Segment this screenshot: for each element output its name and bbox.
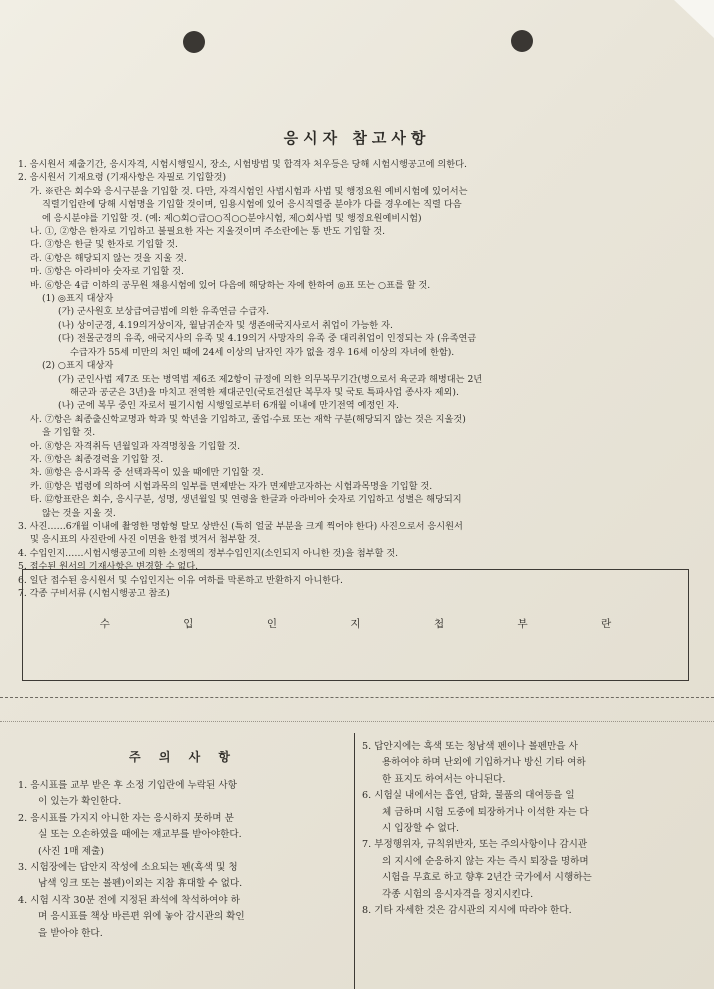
stamp-label-char: 지 [350,618,361,630]
notice-line: 의 지시에 순응하지 않는 자는 즉시 퇴장을 명하며 [382,855,589,867]
instruction-line: 및 응시표의 사진란에 사진 이면을 한접 벗겨서 첨부할 것. [30,534,261,546]
instruction-line: (가) 군사원호 보상급여금법에 의한 유족연금 수급자. [58,306,270,318]
instruction-line: 에 응시분야를 기입할 것. (예: 제○회○급○○직○○분야시험, 제○회사법 및 행정요원예비시험) [42,212,422,224]
stamp-label-char: 수 [99,618,110,630]
instruction-line: 자. ⑨항은 최종경력을 기입할 것. [30,453,164,465]
instruction-line: 수급자가 55세 미만의 처인 때에 24세 이상의 남자인 자가 없을 경우 16세 이상의 자녀에 한함). [70,346,455,358]
notice-line: 4. 시험 시작 30분 전에 지정된 좌석에 착석하여야 하 [18,894,240,906]
notice-line: 각종 시험의 응시자격을 정지시킨다. [382,888,534,900]
notice-line: 실 또는 오손하였을 때에는 재교부를 받아야한다. [38,829,242,841]
notice-item [18,893,343,942]
notice-item [362,837,687,903]
instruction-line: (1) ◎표지 대상자 [42,293,114,305]
instruction-line: 바. ⑥항은 4급 이하의 공무원 채용시험에 있어 다음에 해당하는 자에 한하여 ◎표 또는 ○표를 할 것. [30,279,431,291]
section-divider [0,721,714,722]
instruction-line: 카. ⑪항은 법령에 의하여 시험과목의 일부를 면제받는 자가 면제받고자하는 시험과목명을 기입할 것. [30,480,433,492]
stamp-label-char: 란 [601,618,612,630]
notice-item [362,903,687,919]
notice-line: 이 있는가 확인한다. [38,796,122,808]
notice-line: 을 받아야 한다. [38,927,103,939]
punch-hole [183,31,205,53]
instruction-line: (나) 군에 복무 중인 자로서 필기시험 시행일로부터 6개월 이내에 만기전역 예정인 자. [58,400,399,412]
stamp-label-char: 입 [183,618,194,630]
notice-line: 6. 시험실 내에서는 흡연, 담화, 물품의 대여등을 일 [362,790,575,802]
notes-left-column [18,778,343,942]
notice-line: 며 응시표를 책상 바른편 위에 놓아 감시관의 확인 [38,911,245,923]
instruction-line: 6. 일단 접수된 응시원서 및 수입인지는 이유 여하를 막론하고 반환하지 아니한다. [18,574,343,586]
instruction-line: (가) 군인사법 제7조 또는 병역법 제6조 제2항이 규정에 의한 의무복무기간(병으로서 육군과 해병대는 2년 [58,373,483,385]
notice-line: 용하여야 하며 난외에 기입하거나 방신 기타 여하 [382,757,586,769]
stamp-label-char: 부 [517,618,528,630]
instruction-line: 1. 응시원서 제출기간, 응시자격, 시험시행일시, 장소, 시험방법 및 합격자 처우등은 당해 시험시행공고에 의한다. [18,159,467,170]
notes-title: 주 의 사 항 [129,750,237,764]
notice-line: 8. 기타 자세한 것은 감시관의 지시에 따라야 한다. [362,905,572,917]
instruction-line: 사. ⑦항은 최종출신학교명과 학과 및 학년을 기입하고, 졸업·수료 또는 재학 구분(해당되지 않는 것은 지울것) [30,413,466,425]
notice-line: 5. 답안지에는 흑색 또는 청남색 펜이나 볼펜만을 사 [362,741,578,752]
stamp-label-char: 첩 [433,618,445,630]
column-divider [354,733,355,989]
notes-right-column [362,739,687,919]
revenue-stamp-label [23,616,688,631]
instruction-line: 라. ④항은 해당되지 않는 것을 지울 것. [30,252,187,264]
notice-item [18,811,343,860]
notice-item [18,860,343,893]
instruction-line: 타. ⑫항표란은 회수, 응시구분, 성명, 생년월일 및 연령을 한글과 아라비아 숫자로 기입하고 성별은 해당되지 [30,494,462,506]
notice-item [18,778,343,811]
instruction-line: (다) 전몰군경의 유족, 애국지사의 유족 및 4.19의거 사망자의 유족 중 대리취업이 인정되는 자 (유족연금 [58,333,477,345]
punch-hole [511,30,533,52]
notice-line: (사진 1매 제출) [38,845,105,857]
notice-line: 1. 응시표를 교부 받은 후 소정 기입란에 누락된 사항 [18,780,237,791]
instruction-line: 3. 사진……6개월 이내에 촬영한 명함형 탈모 상반신 (특히 얼굴 부분을 크게 찍어야 한다) 사진으로서 응시원서 [18,520,463,532]
notice-line: 남색 잉크 또는 볼펜)이외는 지참 휴대할 수 없다. [38,878,243,890]
instruction-line: 차. ⑩항은 응시과목 중 선택과목이 있을 때에만 기입할 것. [30,467,264,479]
instruction-line: 가. ※란은 회수와 응시구분을 기입할 것. 다만, 자격시험인 사법시험과 사법 및 행정요원 예비시험에 있어서는 [30,185,468,197]
instructions-body [18,158,694,600]
cut-line [0,697,714,698]
instruction-line: 마. ⑤항은 아라비아 숫자로 기입할 것. [30,266,184,278]
instruction-line: 2. 응시원서 기재요령 (기재사항은 자필로 기입할것) [18,172,227,184]
page-title: 응시자 참고사항 [283,129,431,147]
instruction-line: (나) 상이군경, 4.19의거상이자, 월남귀순자 및 생존애국지사로서 취업이 가능한 자. [58,319,393,331]
instruction-line: 다. ③항은 한글 및 한자로 기입할 것. [30,239,178,251]
instruction-line: 직렬기입란에 당해 시험명을 기입할 것이며, 임용시험에 있어 응시직렬중 분야가 다를 경우에는 직렬 다음 [42,199,462,211]
notice-item [362,788,687,837]
notice-item [362,739,687,788]
revenue-stamp-box [22,569,689,681]
notice-line: 체 금하며 시험 도중에 퇴장하거나 이석한 자는 다 [382,806,589,818]
torn-corner [674,0,714,38]
notice-line: 시험을 무효로 하고 향후 2년간 국가에서 시행하는 [382,872,592,884]
instruction-line: 않는 것을 지울 것. [42,507,116,519]
notice-line: 시 입장할 수 없다. [382,823,460,835]
instruction-line: (2) ○표지 대상자 [42,360,114,372]
notice-line: 3. 시험장에는 답안지 작성에 소요되는 펜(흑색 및 청 [18,862,238,874]
stamp-label-char: 인 [266,618,277,630]
instruction-line: 해군과 공군은 3년)을 마치고 전역한 제대군인(국토건설단 복무자 및 국토 특파사업 종사자 제외). [70,386,459,398]
notice-line: 7. 부정행위자, 규칙위반자, 또는 주의사항이나 감시관 [362,839,588,851]
instruction-line: 나. ①, ②항은 한자로 기입하고 불필요한 자는 지울것이며 주소란에는 통 반도 기입할 것. [30,226,386,238]
instruction-line: 을 기입할 것. [42,427,96,439]
instruction-line: 4. 수입인지……시험시행공고에 의한 소정액의 정부수입인지(소인되지 아니한 것)을 첨부할 것. [18,547,399,559]
instruction-line: 아. ⑧항은 자격취득 년월일과 자격명칭을 기입할 것. [30,440,241,452]
notice-line: 2. 응시표를 가지지 아니한 자는 응시하지 못하며 분 [18,812,234,824]
instruction-line: 7. 각종 구비서류 (시험시행공고 참조) [18,588,170,599]
notice-line: 한 표지도 하여서는 아니된다. [382,773,506,785]
instruction-line: 5. 접수된 원서의 기재사항은 변경할 수 없다. [18,561,199,573]
